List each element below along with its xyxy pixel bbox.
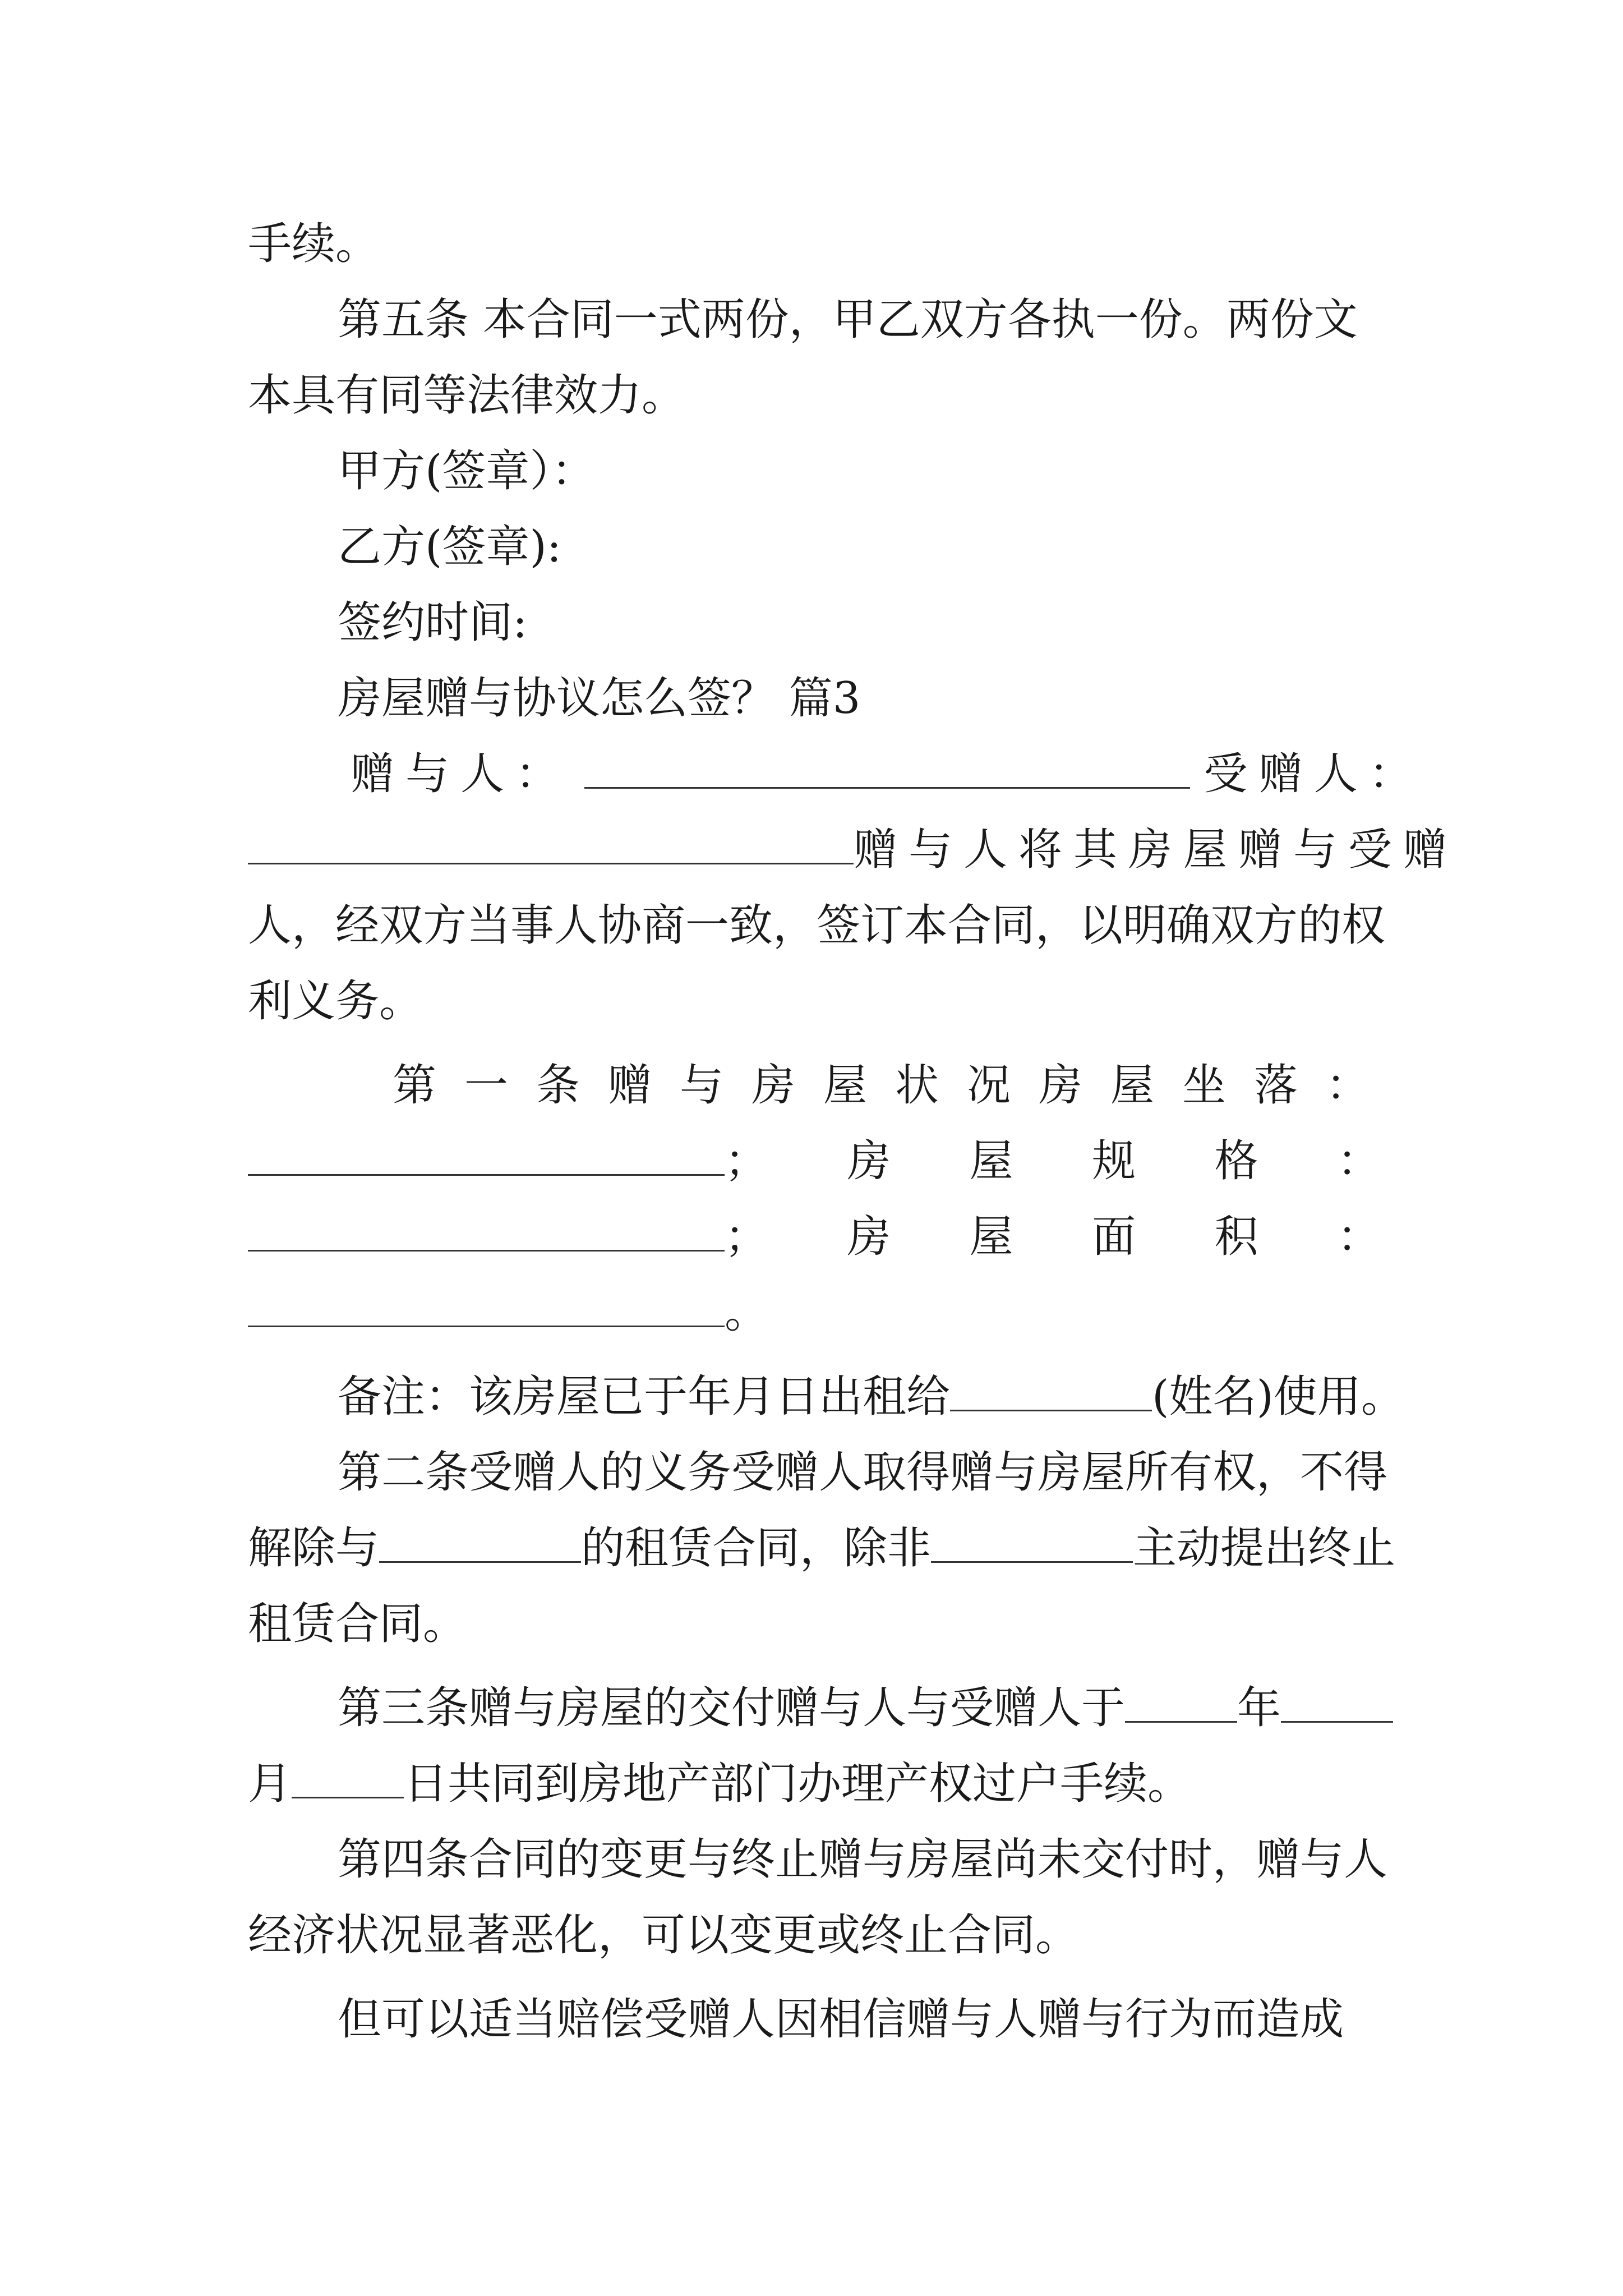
text: 第一条赠与房屋状况房屋坐落： [393, 1060, 1398, 1111]
party-blank [931, 1522, 1133, 1563]
remark-line [338, 1369, 1405, 1425]
text: 屋 [969, 1212, 1013, 1262]
text-line [248, 898, 1386, 954]
text: 利义务。 [248, 976, 423, 1027]
lessee-blank [379, 1522, 581, 1563]
text-line [248, 1907, 1381, 1963]
text: ； [725, 1212, 769, 1262]
text: 第二条受赠人的义务受赠人取得赠与房屋所有权，不得 [338, 1447, 1388, 1498]
text: 月 [248, 1759, 292, 1809]
text: 经济状况显著恶化，可以变更或终止合同。 [248, 1910, 1080, 1961]
text: 人，经双方当事人协商一致，签订本合同，以明确双方的权 [248, 900, 1386, 951]
text: 但可以适当赔偿受赠人因相信赠与人赠与行为而造成 [338, 1994, 1344, 2045]
text-line [248, 1756, 1381, 1812]
text: 解除与 [248, 1523, 380, 1573]
text: 规 [1092, 1136, 1136, 1186]
article-2-line [338, 1444, 1388, 1501]
article-4-line [338, 1832, 1388, 1888]
text: 第四条合同的变更与终止赠与房屋尚未交付时，赠与人 [338, 1834, 1388, 1885]
text: 赠与人将其房屋赠与受赠 [854, 825, 1459, 875]
donor-blank [584, 748, 1190, 789]
text: 乙方(签章): [338, 522, 562, 572]
text-line [248, 1285, 1381, 1341]
tenant-name-blank [950, 1370, 1152, 1411]
article-5-line [338, 292, 1381, 348]
text-line [248, 822, 1459, 878]
parties-line [351, 746, 1424, 802]
text-line [248, 1520, 1396, 1576]
text: 面 [1092, 1212, 1136, 1262]
text-line [248, 973, 1381, 1029]
text: ： [1336, 1212, 1381, 1262]
text: 签约时间: [338, 597, 528, 648]
text: (姓名)使用。 [1152, 1372, 1405, 1422]
text: 备注：该房屋已于年月日出租给 [338, 1372, 951, 1422]
party-b-signature-line [338, 519, 1381, 575]
party-a-signature-line [338, 443, 1381, 499]
text: 房 [847, 1212, 891, 1262]
year-blank [1125, 1682, 1237, 1723]
section-heading [338, 670, 1381, 726]
text: 屋 [969, 1136, 1013, 1186]
donor-label: 赠与人： [351, 749, 571, 799]
signing-date-line [338, 595, 1381, 651]
donee-label: 受赠人： [1204, 749, 1424, 799]
text: 第五条 本合同一式两份，甲乙双方各执一份。两份文 [338, 295, 1358, 345]
text: ： [1336, 1136, 1381, 1186]
house-area-line [248, 1209, 1381, 1265]
text: 手续。 [248, 219, 380, 269]
text: 积 [1214, 1212, 1258, 1262]
text: 主动提出终止 [1133, 1523, 1396, 1573]
area-blank [248, 1286, 725, 1327]
text: 租赁合同。 [248, 1599, 467, 1649]
text: 格 [1214, 1136, 1258, 1186]
text-line [338, 1991, 1381, 2047]
text-line [248, 216, 1381, 272]
spec-blank [248, 1211, 725, 1251]
house-spec-line [248, 1133, 1381, 1189]
text-line [248, 1596, 1381, 1652]
text: 本具有同等法律效力。 [248, 370, 686, 421]
month-blank [1281, 1682, 1393, 1723]
location-blank [248, 1135, 725, 1176]
text-line [248, 367, 1381, 424]
text: 年 [1237, 1683, 1281, 1733]
article-3-line [338, 1680, 1381, 1736]
text: ； [725, 1136, 769, 1186]
text: 的租赁合同，除非 [581, 1523, 932, 1573]
day-blank [292, 1757, 404, 1798]
text: 房 [847, 1136, 891, 1186]
donee-blank [248, 823, 854, 864]
text: 第三条赠与房屋的交付赠与人与受赠人于 [338, 1683, 1126, 1733]
article-1-line [393, 1057, 1398, 1114]
text: 日共同到房地产部门办理产权过户手续。 [404, 1759, 1192, 1809]
text: 甲方(签章）： [338, 446, 596, 496]
text: 。 [725, 1287, 769, 1338]
section-title: 房屋赠与协议怎么签？ 篇3 [338, 673, 861, 724]
